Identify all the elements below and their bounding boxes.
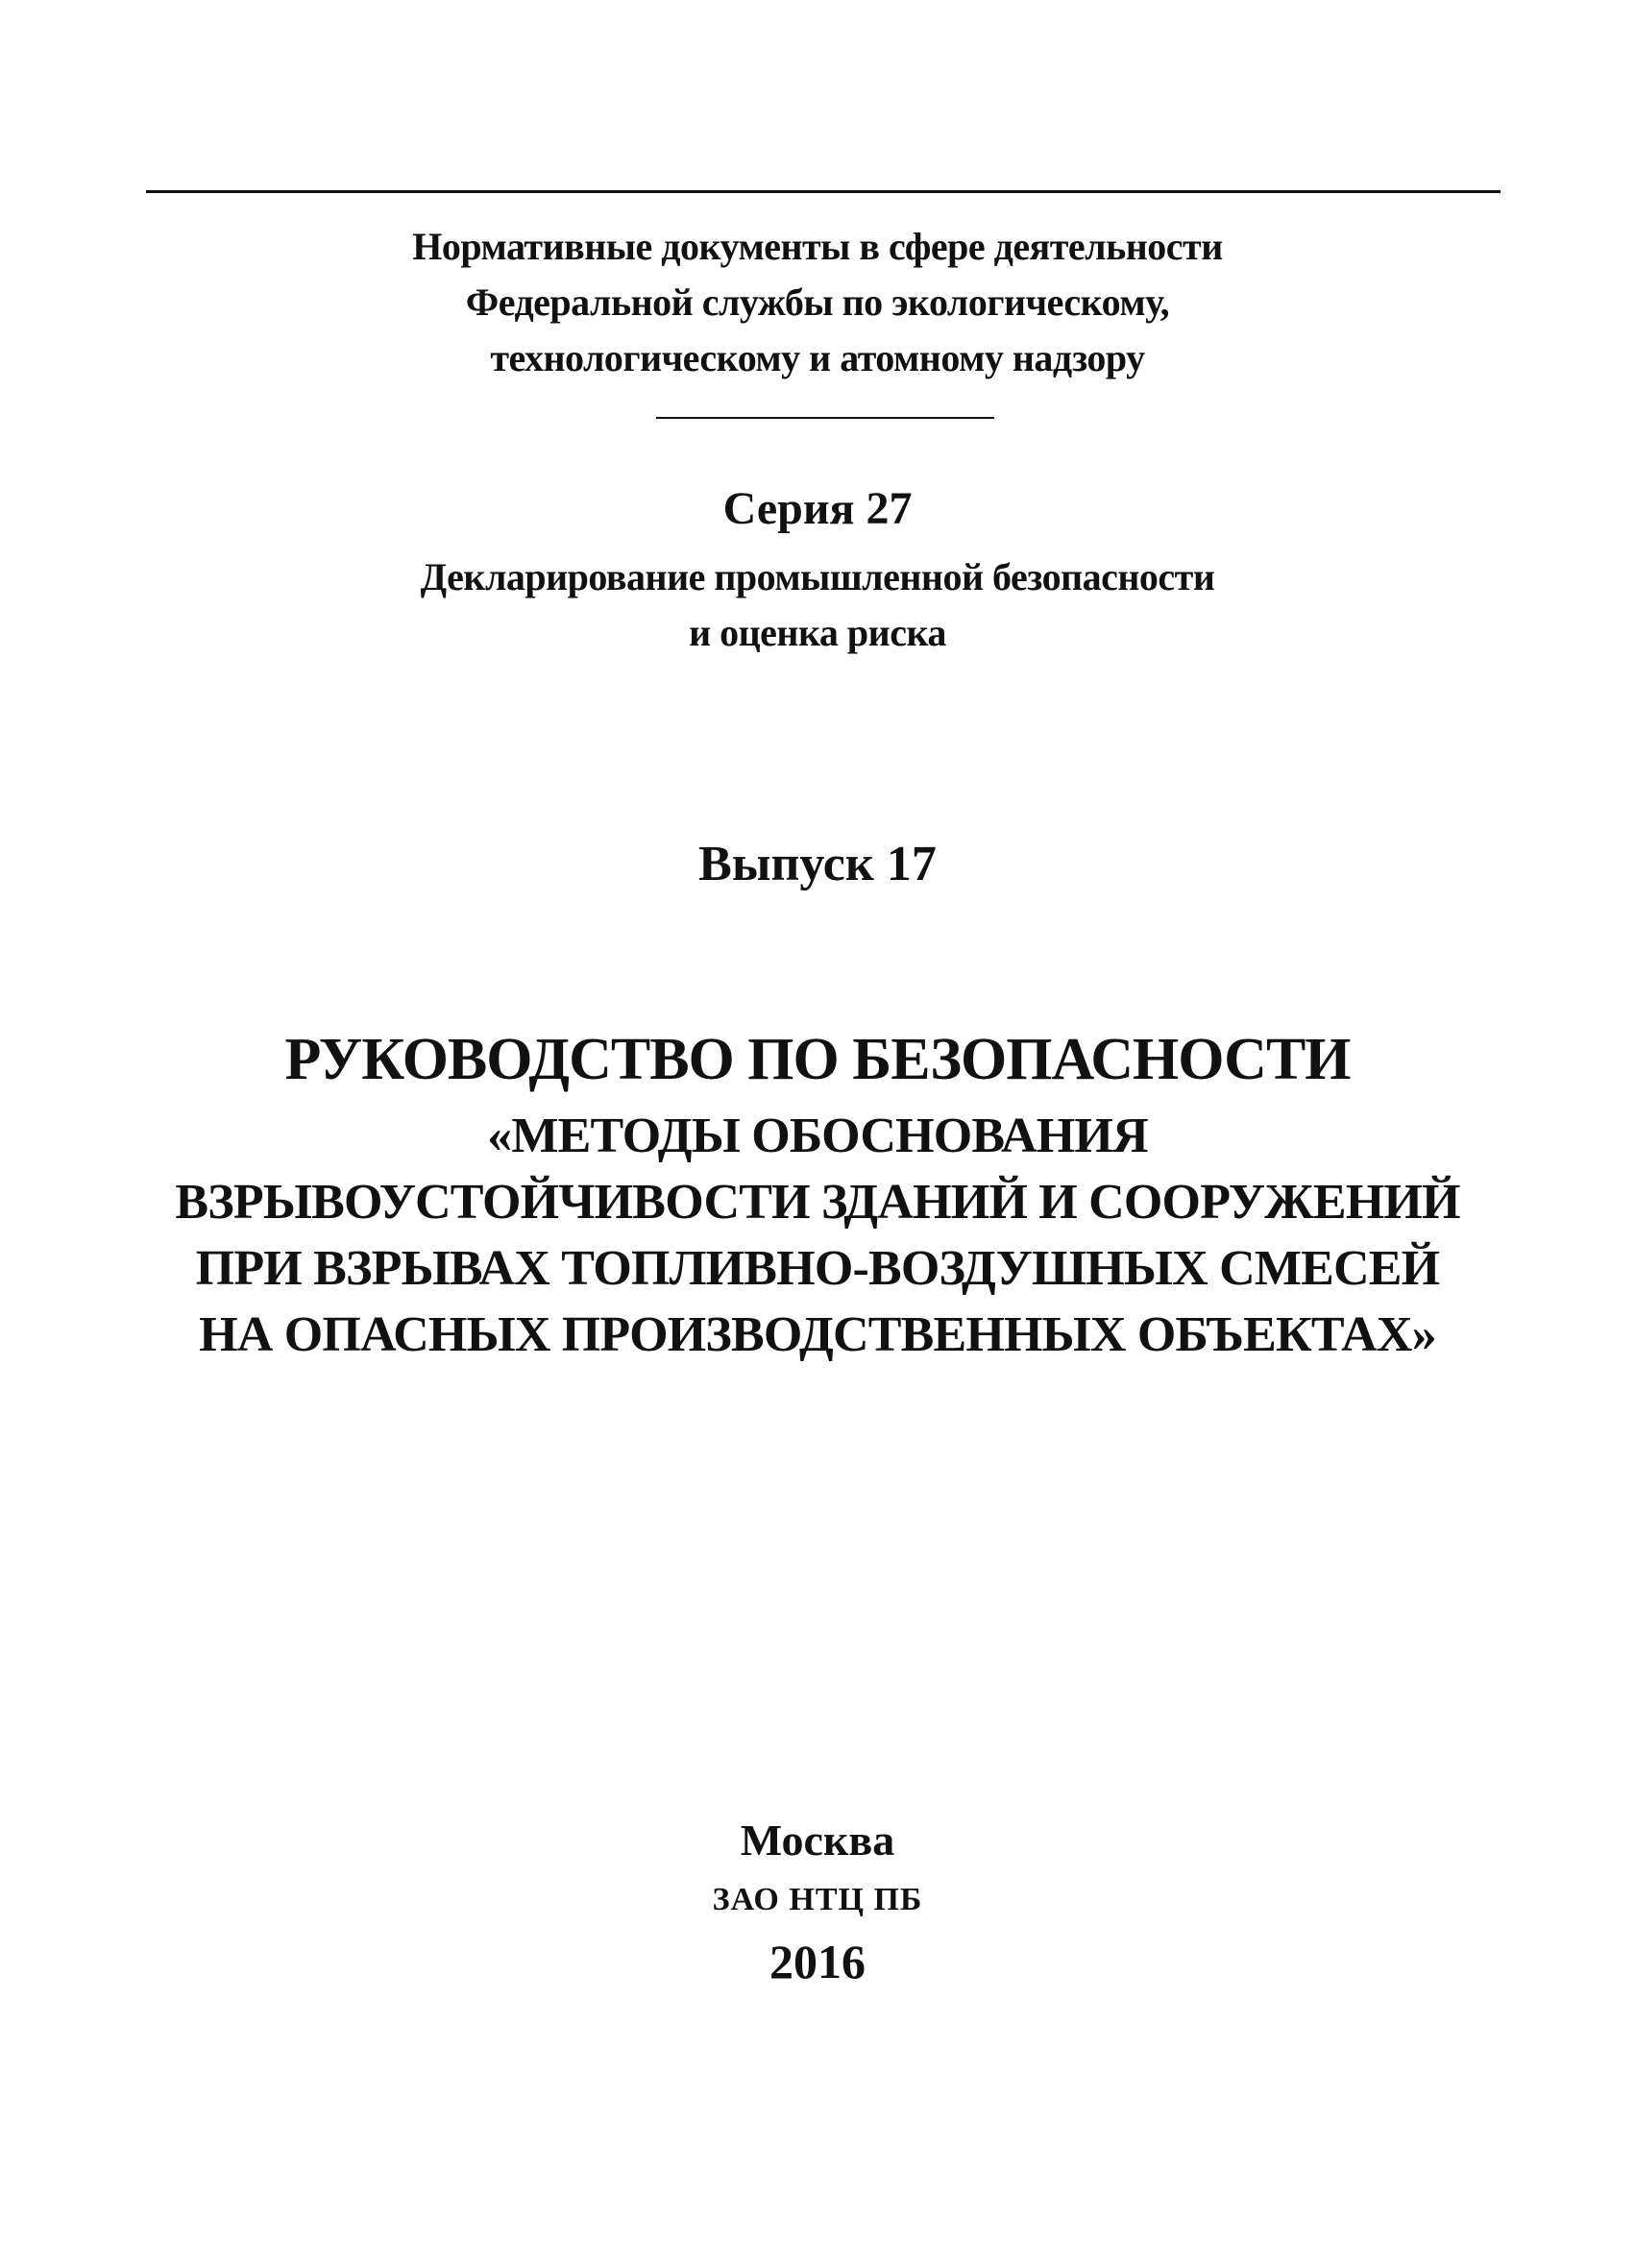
- document-subtitle: [0, 1103, 1635, 1368]
- header-divider: [656, 417, 994, 419]
- header-line: Нормативные документы в сфере деятельности: [412, 225, 1223, 268]
- issue-number: Выпуск 17: [698, 837, 937, 891]
- imprint-city: Москва: [740, 1816, 895, 1865]
- subtitle-line: «МЕТОДЫ ОБОСНОВАНИЯ: [487, 1109, 1148, 1163]
- header-line: Федеральной службы по экологическому,: [465, 280, 1170, 324]
- series-title: [0, 549, 1635, 661]
- series-number: Серия 27: [722, 483, 913, 534]
- subtitle-line: НА ОПАСНЫХ ПРОИЗВОДСТВЕННЫХ ОБЪЕКТАХ»: [199, 1307, 1436, 1362]
- top-rule: [146, 190, 1501, 193]
- subtitle-line: ПРИ ВЗРЫВАХ ТОПЛИВНО-ВОЗДУШНЫХ СМЕСЕЙ: [195, 1241, 1440, 1296]
- series-title-line: и оценка риска: [689, 611, 946, 654]
- series-title-line: Декларирование промышленной безопасности: [420, 555, 1215, 598]
- header-line: технологическому и атомному надзору: [490, 336, 1145, 379]
- series-header: [0, 219, 1635, 386]
- imprint-year: 2016: [769, 1935, 866, 1988]
- subtitle-line: ВЗРЫВОУСТОЙЧИВОСТИ ЗДАНИЙ И СООРУЖЕНИЙ: [175, 1175, 1460, 1230]
- imprint-publisher: ЗАО НТЦ ПБ: [712, 1882, 923, 1917]
- document-title: РУКОВОДСТВО ПО БЕЗОПАСНОСТИ: [284, 1027, 1351, 1092]
